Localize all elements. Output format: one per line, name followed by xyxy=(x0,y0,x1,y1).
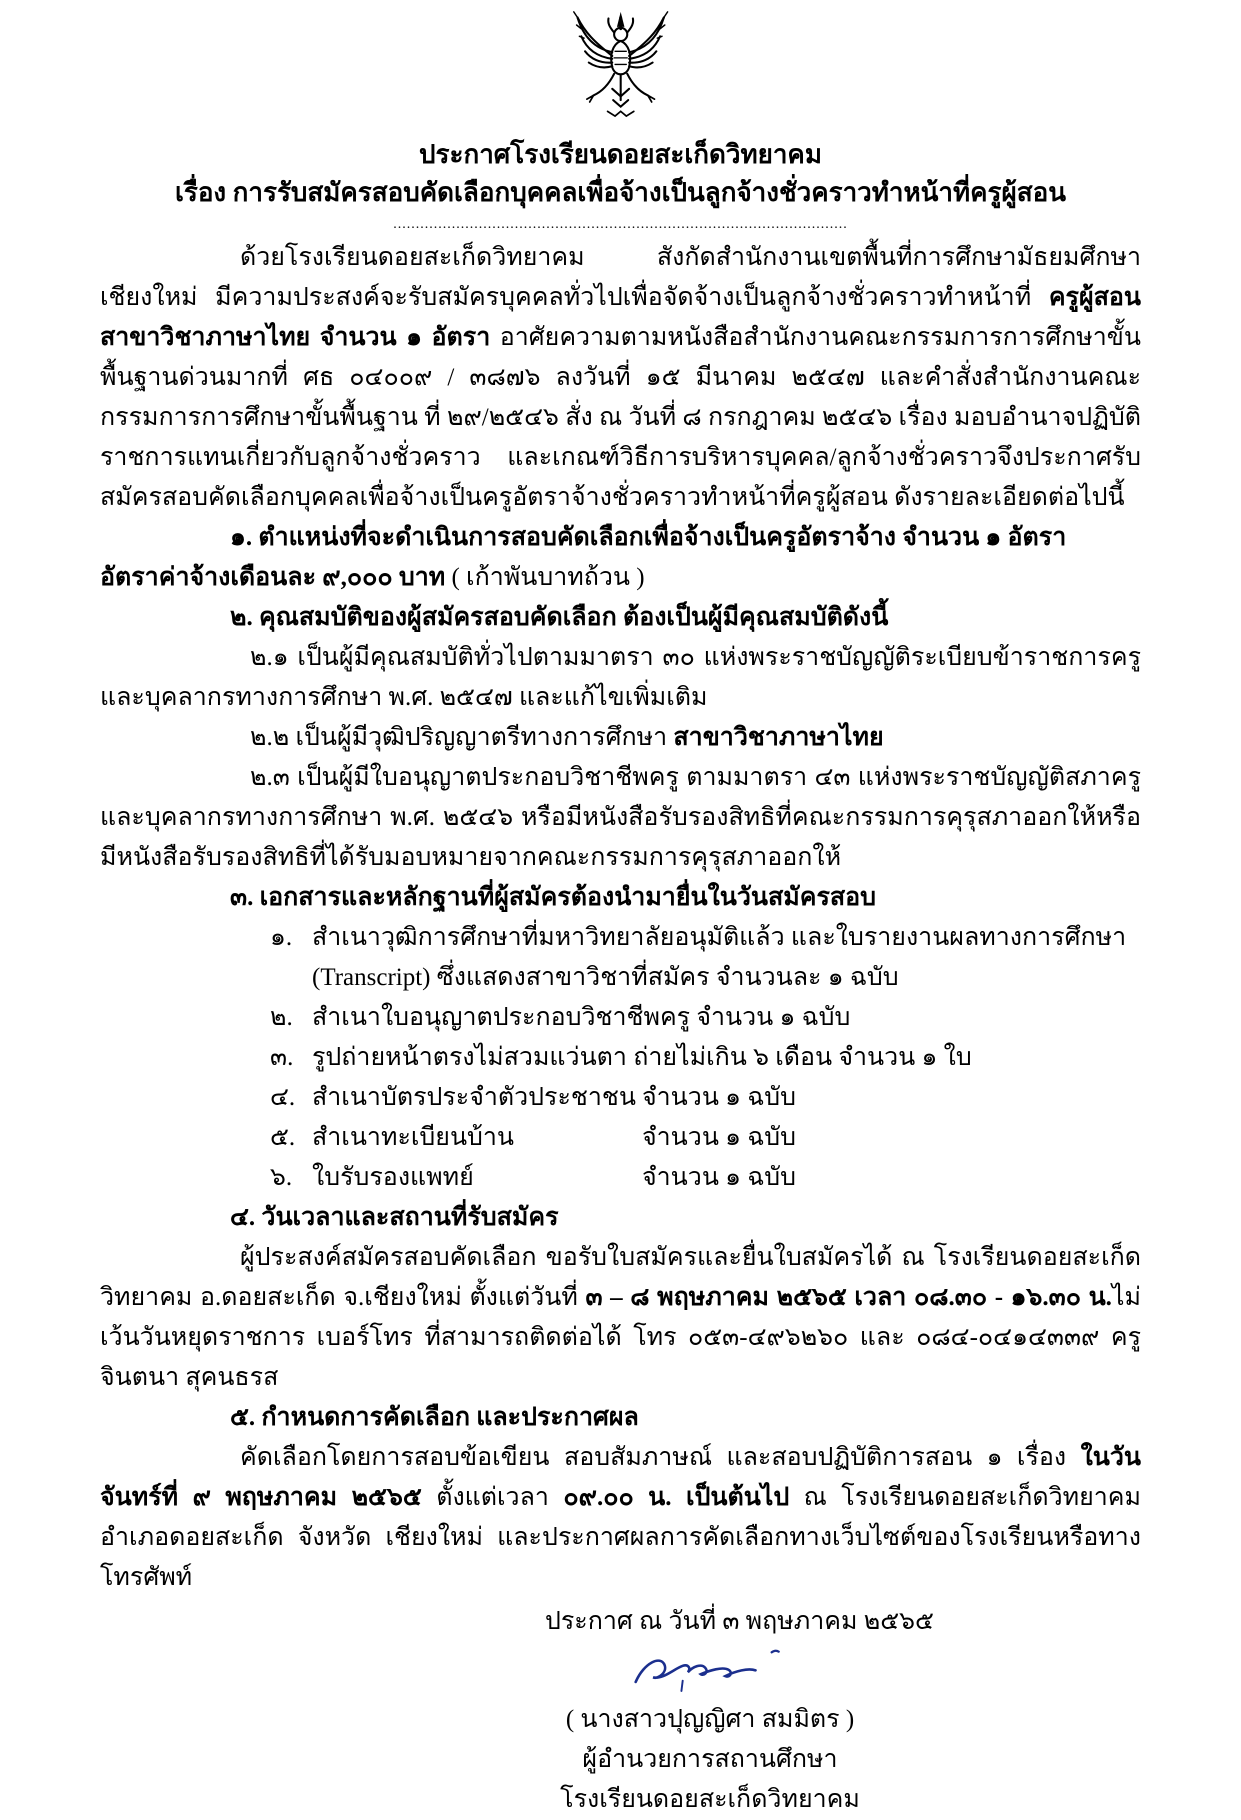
document-list-item xyxy=(270,1158,1141,1198)
item-count: จำนวน ๑ ฉบับ xyxy=(642,1164,797,1191)
section-3-heading: ๓. เอกสารและหลักฐานที่ผู้สมัครต้องนำมายื่นในวันสมัครสอบ xyxy=(230,884,877,911)
item-text: สำเนาวุฒิการศึกษาที่มหาวิทยาลัยอนุมัติแล้ว และใบรายงานผลทางการศึกษา (Transcript) ซึ่งแสดงสาขาวิชาที่สมัคร จำนวนละ ๑ ฉบับ xyxy=(312,924,1127,991)
item-text: สำเนาทะเบียนบ้าน xyxy=(312,1124,515,1151)
announce-date-line: ประกาศ ณ วันที่ ๓ พฤษภาคม ๒๕๖๕ xyxy=(545,1608,934,1635)
section-4-heading: ๔. วันเวลาและสถานที่รับสมัคร xyxy=(230,1204,559,1231)
signer-name: ( นางสาวปุญญิศา สมมิตร ) xyxy=(565,1706,855,1733)
garuda-icon xyxy=(555,10,686,132)
section-5-paragraph: คัดเลือกโดยการสอบข้อเขียน สอบสัมภาษณ์ และสอบปฏิบัติการสอน ๑ เรื่อง ในวันจันทร์ที่ ๙ พฤษภาคม ๒๕๖๕ ตั้งแต่เวลา ๐๙.๐๐ น. เป็นต้นไป ณ โรงเรียนดอยสะเก็ดวิทยาคม อำเภอดอยสะเก็ด จังหวัด เชียงใหม่ และประกาศผลการคัดเลือกทางเว็บไซต์ของโรงเรียนหรือทางโทรศัพท์ xyxy=(100,1444,1141,1591)
item-text: สำเนาใบอนุญาตประกอบวิชาชีพครู จำนวน ๑ ฉบับ xyxy=(312,1004,851,1031)
intro-paragraph: ด้วยโรงเรียนดอยสะเก็ดวิทยาคม สังกัดสำนักงานเขตพื้นที่การศึกษามัธยมศึกษาเชียงใหม่ มีความประสงค์จะรับสมัครบุคคลทั่วไปเพื่อจัดจ้างเป็นลูกจ้างชั่วคราวทำหน้าที่ ครูผู้สอน สาขาวิชาภาษาไทย จำนวน ๑ อัตรา อาศัยความตามหนังสือสำนักงานคณะกรรมการการศึกษาขั้นพื้นฐานด่วนมากที่ ศธ ๐๔๐๐๙ / ๓๘๗๖ ลงวันที่ ๑๕ มีนาคม ๒๕๔๗ และคำสั่งสำนักงานคณะกรรมการการศึกษาขั้นพื้นฐาน ที่ ๒๙/๒๕๔๖ สั่ง ณ วันที่ ๘ กรกฎาคม ๒๕๔๖ เรื่อง มอบอำนาจปฏิบัติราชการแทนเกี่ยวกับลูกจ้างชั่วคราว และเกณฑ์วิธีการบริหารบุคคล/ลูกจ้างชั่วคราวจึงประกาศรับสมัครสอบคัดเลือกบุคคลเพื่อจ้างเป็นครูอัตราจ้างชั่วคราวทำหน้าที่ครูผู้สอน ดังรายละเอียดต่อไปนี้ xyxy=(100,244,1141,511)
item-number: ๕. xyxy=(270,1124,296,1151)
document-list-item xyxy=(270,998,1141,1038)
section-2-item-3: ๒.๓ เป็นผู้มีใบอนุญาตประกอบวิชาชีพครู ตามมาตรา ๔๓ แห่งพระราชบัญญัติสภาครูและบุคลากรทางการศึกษา พ.ศ. ๒๕๔๖ หรือมีหนังสือรับรองสิทธิที่คณะกรรมการคุรุสภาออกให้หรือมีหนังสือรับรองสิทธิที่ได้รับมอบหมายจากคณะกรรมการคุรุสภาออกให้ xyxy=(100,764,1141,871)
section-2-heading: ๒. คุณสมบัติของผู้สมัครสอบคัดเลือก ต้องเป็นผู้มีคุณสมบัติดังนี้ xyxy=(230,604,889,631)
document-list-item xyxy=(270,918,1141,998)
garuda-emblem xyxy=(100,10,1141,136)
item-text: ใบรับรองแพทย์ xyxy=(312,1164,474,1191)
item-number: ๓. xyxy=(270,1044,294,1071)
section-1-heading: ๑. ตำแหน่งที่จะดำเนินการสอบคัดเลือกเพื่อจ้างเป็นครูอัตราจ้าง จำนวน ๑ อัตรา xyxy=(230,524,1067,551)
section-1-salary: อัตราค่าจ้างเดือนละ ๙,๐๐๐ บาท ( เก้าพันบาทถ้วน ) xyxy=(100,564,645,591)
signer-organization: โรงเรียนดอยสะเก็ดวิทยาคม xyxy=(560,1786,860,1813)
section-2-item-2: ๒.๒ เป็นผู้มีวุฒิปริญญาตรีทางการศึกษา สาขาวิชาภาษาไทย xyxy=(250,724,884,751)
item-number: ๖. xyxy=(270,1164,293,1191)
signature-icon xyxy=(626,1642,794,1700)
section-5-heading: ๕. กำหนดการคัดเลือก และประกาศผล xyxy=(230,1404,639,1431)
document-subject: เรื่อง การรับสมัครสอบคัดเลือกบุคคลเพื่อจ้างเป็นลูกจ้างชั่วคราวทำหน้าที่ครูผู้สอน xyxy=(174,178,1067,207)
item-text: สำเนาบัตรประจำตัวประชาชน xyxy=(312,1084,636,1111)
document-list-item xyxy=(270,1118,1141,1158)
item-number: ๔. xyxy=(270,1084,296,1111)
section-2-item-1: ๒.๑ เป็นผู้มีคุณสมบัติทั่วไปตามมาตรา ๓๐ แห่งพระราชบัญญัติระเบียบข้าราชการครูและบุคลากรทางการศึกษา พ.ศ. ๒๕๔๗ และแก้ไขเพิ่มเติม xyxy=(100,644,1141,711)
document-title: ประกาศโรงเรียนดอยสะเก็ดวิทยาคม xyxy=(419,140,822,169)
signer-title: ผู้อำนวยการสถานศึกษา xyxy=(582,1746,838,1773)
signature-block xyxy=(500,1642,920,1820)
item-number: ๒. xyxy=(270,1004,293,1031)
item-text: รูปถ่ายหน้าตรงไม่สวมแว่นตา ถ่ายไม่เกิน ๖ เดือน จำนวน ๑ ใบ xyxy=(312,1044,972,1071)
section-4-paragraph: ผู้ประสงค์สมัครสอบคัดเลือก ขอรับใบสมัครและยื่นใบสมัครได้ ณ โรงเรียนดอยสะเก็ดวิทยาคม อ.ดอยสะเก็ด จ.เชียงใหม่ ตั้งแต่วันที่ ๓ – ๘ พฤษภาคม ๒๕๖๕ เวลา ๐๘.๓๐ - ๑๖.๓๐ น.ไม่เว้นวันหยุดราชการ เบอร์โทร ที่สามารถติดต่อได้ โทร ๐๕๓-๔๙๖๒๖๐ และ ๐๘๔-๐๔๑๔๓๓๙ ครูจินตนา สุคนธรส xyxy=(100,1244,1141,1391)
divider-dots: ..................................................................................................... xyxy=(393,217,848,232)
item-count: จำนวน ๑ ฉบับ xyxy=(642,1084,797,1111)
item-number: ๑. xyxy=(270,924,293,951)
document-list-item xyxy=(270,1078,1141,1118)
document-list-item xyxy=(270,1038,1141,1078)
item-count: จำนวน ๑ ฉบับ xyxy=(642,1124,797,1151)
